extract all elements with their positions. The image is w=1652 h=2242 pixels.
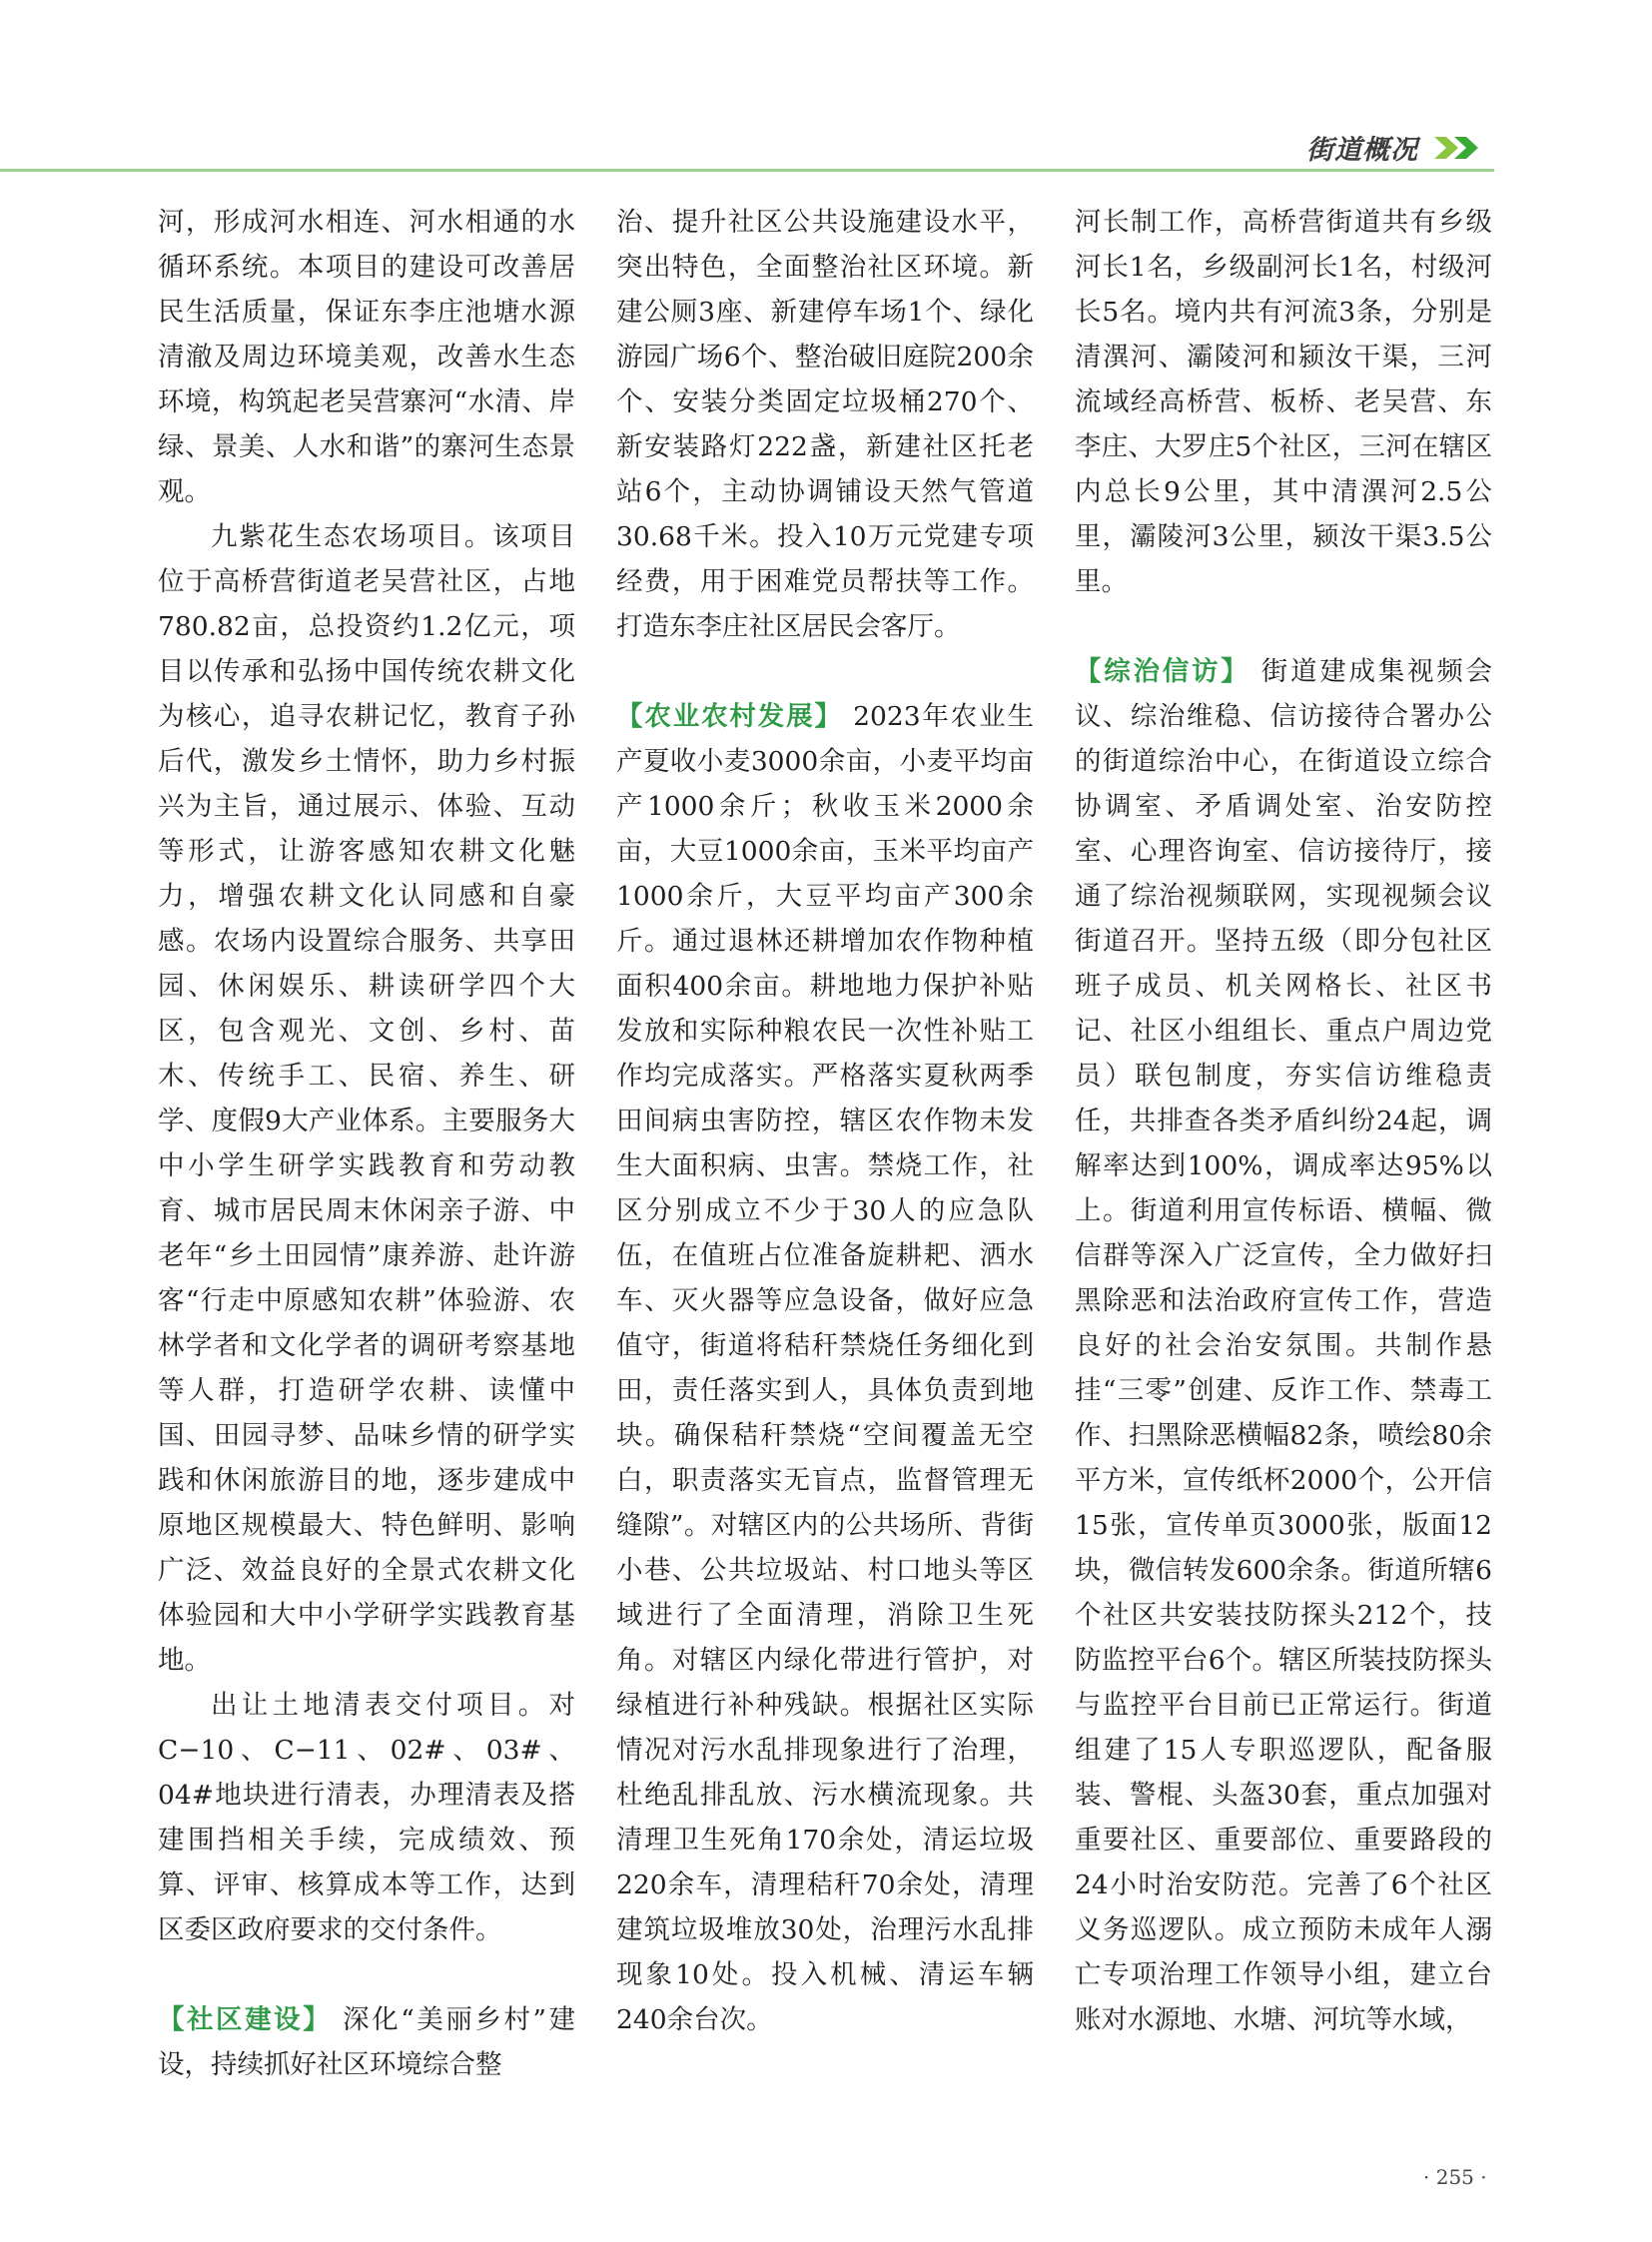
page-number: · 255 · (1423, 2165, 1487, 2189)
column-1 (158, 200, 575, 2087)
paragraph: 河长制工作，高桥营街道共有乡级河长1名，乡级副河长1名，村级河长5名。境内共有河流3条，分别是清潩河、灞陵河和颍汝干渠，三河流域经高桥营、板桥、老吴营、东李庄、大罗庄5个社区，三河在辖区内总长9公里，其中清潩河2.5公里，灞陵河3公里，颍汝干渠3.5公里。 (1075, 207, 1492, 597)
section-heading: 【综治信访】 (1075, 656, 1250, 687)
section-heading: 【社区建设】 (158, 2004, 333, 2035)
paragraph-text: 2023年农业生产夏收小麦3000余亩，小麦平均亩产1000余斤；秋收玉米2000余亩，大豆1000余亩，玉米平均亩产1000余斤，大豆平均亩产300余斤。通过退林还耕增加农作物种植面积400余亩。耕地地力保护补贴发放和实际种粮农民一次性补贴工作均完成落实。严格落实夏秋两季田间病虫害防控，辖区农作物未发生大面积病、虫害。禁烧工作，社区分别成立不少于30人的应急队伍，在值班占位准备旋耕耙、洒水车、灭火器等应急设备，做好应急值守，街道将秸秆禁烧任务细化到田，责任落实到人，具体负责到地块。确保秸秆禁烧“空间覆盖无空白，职责落实无盲点，监督管理无缝隙”。对辖区内的公共场所、背街小巷、公共垃圾站、村口地头等区域进行了全面清理，消除卫生死角。对辖区内绿化带进行管护，对绿植进行补种残缺。根据社区实际情况对污水乱排现象进行了治理，杜绝乱排乱放、污水横流现象。共清理卫生死角170余处，清运垃圾220余车，清理秸秆70余处，清理建筑垃圾堆放30处，治理污水乱排现象10处。投入机械、清运车辆240余台次。 (616, 701, 1034, 2035)
column-2 (616, 200, 1034, 2042)
section-paragraph (616, 694, 1034, 2042)
section-paragraph (158, 1997, 575, 2087)
paragraph-text: 街道建成集视频会议、综治维稳、信访接待合署办公的街道综治中心，在街道设立综合协调室、矛盾调处室、治安防控室、心理咨询室、信访接待厅，接通了综治视频联网，实现视频会议街道召开。坚持五级（即分包社区班子成员、机关网格长、社区书记、社区小组组长、重点户周边党员）联包制度，夯实信访维稳责任，共排查各类矛盾纠纷24起，调解率达到100%，调成率达95%以上。街道利用宣传标语、横幅、微信群等深入广泛宣传，全力做好扫黑除恶和法治政府宣传工作，营造良好的社会治安氛围。共制作悬挂“三零”创建、反诈工作、禁毒工作、扫黑除恶横幅82条，喷绘80余平方米，宣传纸杯2000个，公开信15张，宣传单页3000张，版面12块，微信转发600余条。街道所辖6个社区共安装技防探头212个，技防监控平台6个。辖区所装技防探头与监控平台目前已正常运行。街道组建了15人专职巡逻队，配备服装、警棍、头盔30套，重点加强对重要社区、重要部位、重要路段的24小时治安防范。完善了6个社区义务巡逻队。成立预防未成年人溺亡专项治理工作领导小组，建立台账对水源地、水塘、河坑等水域， (1075, 656, 1492, 2035)
section-paragraph (1075, 649, 1492, 2042)
double-chevron-right-icon (1432, 135, 1492, 161)
section-heading: 【农业农村发展】 (616, 701, 843, 732)
column-3 (1075, 200, 1492, 2042)
paragraph: 出让土地清表交付项目。对C−10、C−11、02#、03#、04#地块进行清表，办理清表及搭建围挡相关手续，完成绩效、预算、评审、核算成本等工作，达到区委区政府要求的交付条件。 (158, 1690, 575, 1945)
paragraph: 河，形成河水相连、河水相通的水循环系统。本项目的建设可改善居民生活质量，保证东李庄池塘水源清澈及周边环境美观，改善水生态环境，构筑起老吴营寨河“水清、岸绿、景美、人水和谐”的寨河生态景观。 (158, 207, 575, 507)
paragraph: 九紫花生态农场项目。该项目位于高桥营街道老吴营社区，占地780.82亩，总投资约1.2亿元，项目以传承和弘扬中国传统农耕文化为核心，追寻农耕记忆，教育子孙后代，激发乡土情怀，助力乡村振兴为主旨，通过展示、体验、互动等形式，让游客感知农耕文化魅力，增强农耕文化认同感和自豪感。农场内设置综合服务、共享田园、休闲娱乐、耕读研学四个大区，包含观光、文创、乡村、苗木、传统手工、民宿、养生、研学、度假9大产业体系。主要服务大中小学生研学实践教育和劳动教育、城市居民周末休闲亲子游、中老年“乡土田园情”康养游、赴许游客“行走中原感知农耕”体验游、农林学者和文化学者的调研考察基地等人群，打造研学农耕、读懂中国、田园寻梦、品味乡情的研学实践和休闲旅游目的地，逐步建成中原地区规模最大、特色鲜明、影响广泛、效益良好的全景式农耕文化体验园和大中小学研学实践教育基地。 (158, 521, 575, 1676)
section-title: 街道概况 (1306, 135, 1418, 166)
header-rule (0, 169, 1494, 172)
paragraph: 治、提升社区公共设施建设水平，突出特色，全面整治社区环境。新建公厕3座、新建停车场1个、绿化游园广场6个、整治破旧庭院200余个、安装分类固定垃圾桶270个、新安装路灯222盏，新建社区托老站6个，主动协调铺设天然气管道30.68千米。投入10万元党建专项经费，用于困难党员帮扶等工作。打造东李庄社区居民会客厅。 (616, 207, 1034, 642)
paragraph-text: 深化“美丽乡村”建设，持续抓好社区环境综合整 (158, 2004, 575, 2080)
